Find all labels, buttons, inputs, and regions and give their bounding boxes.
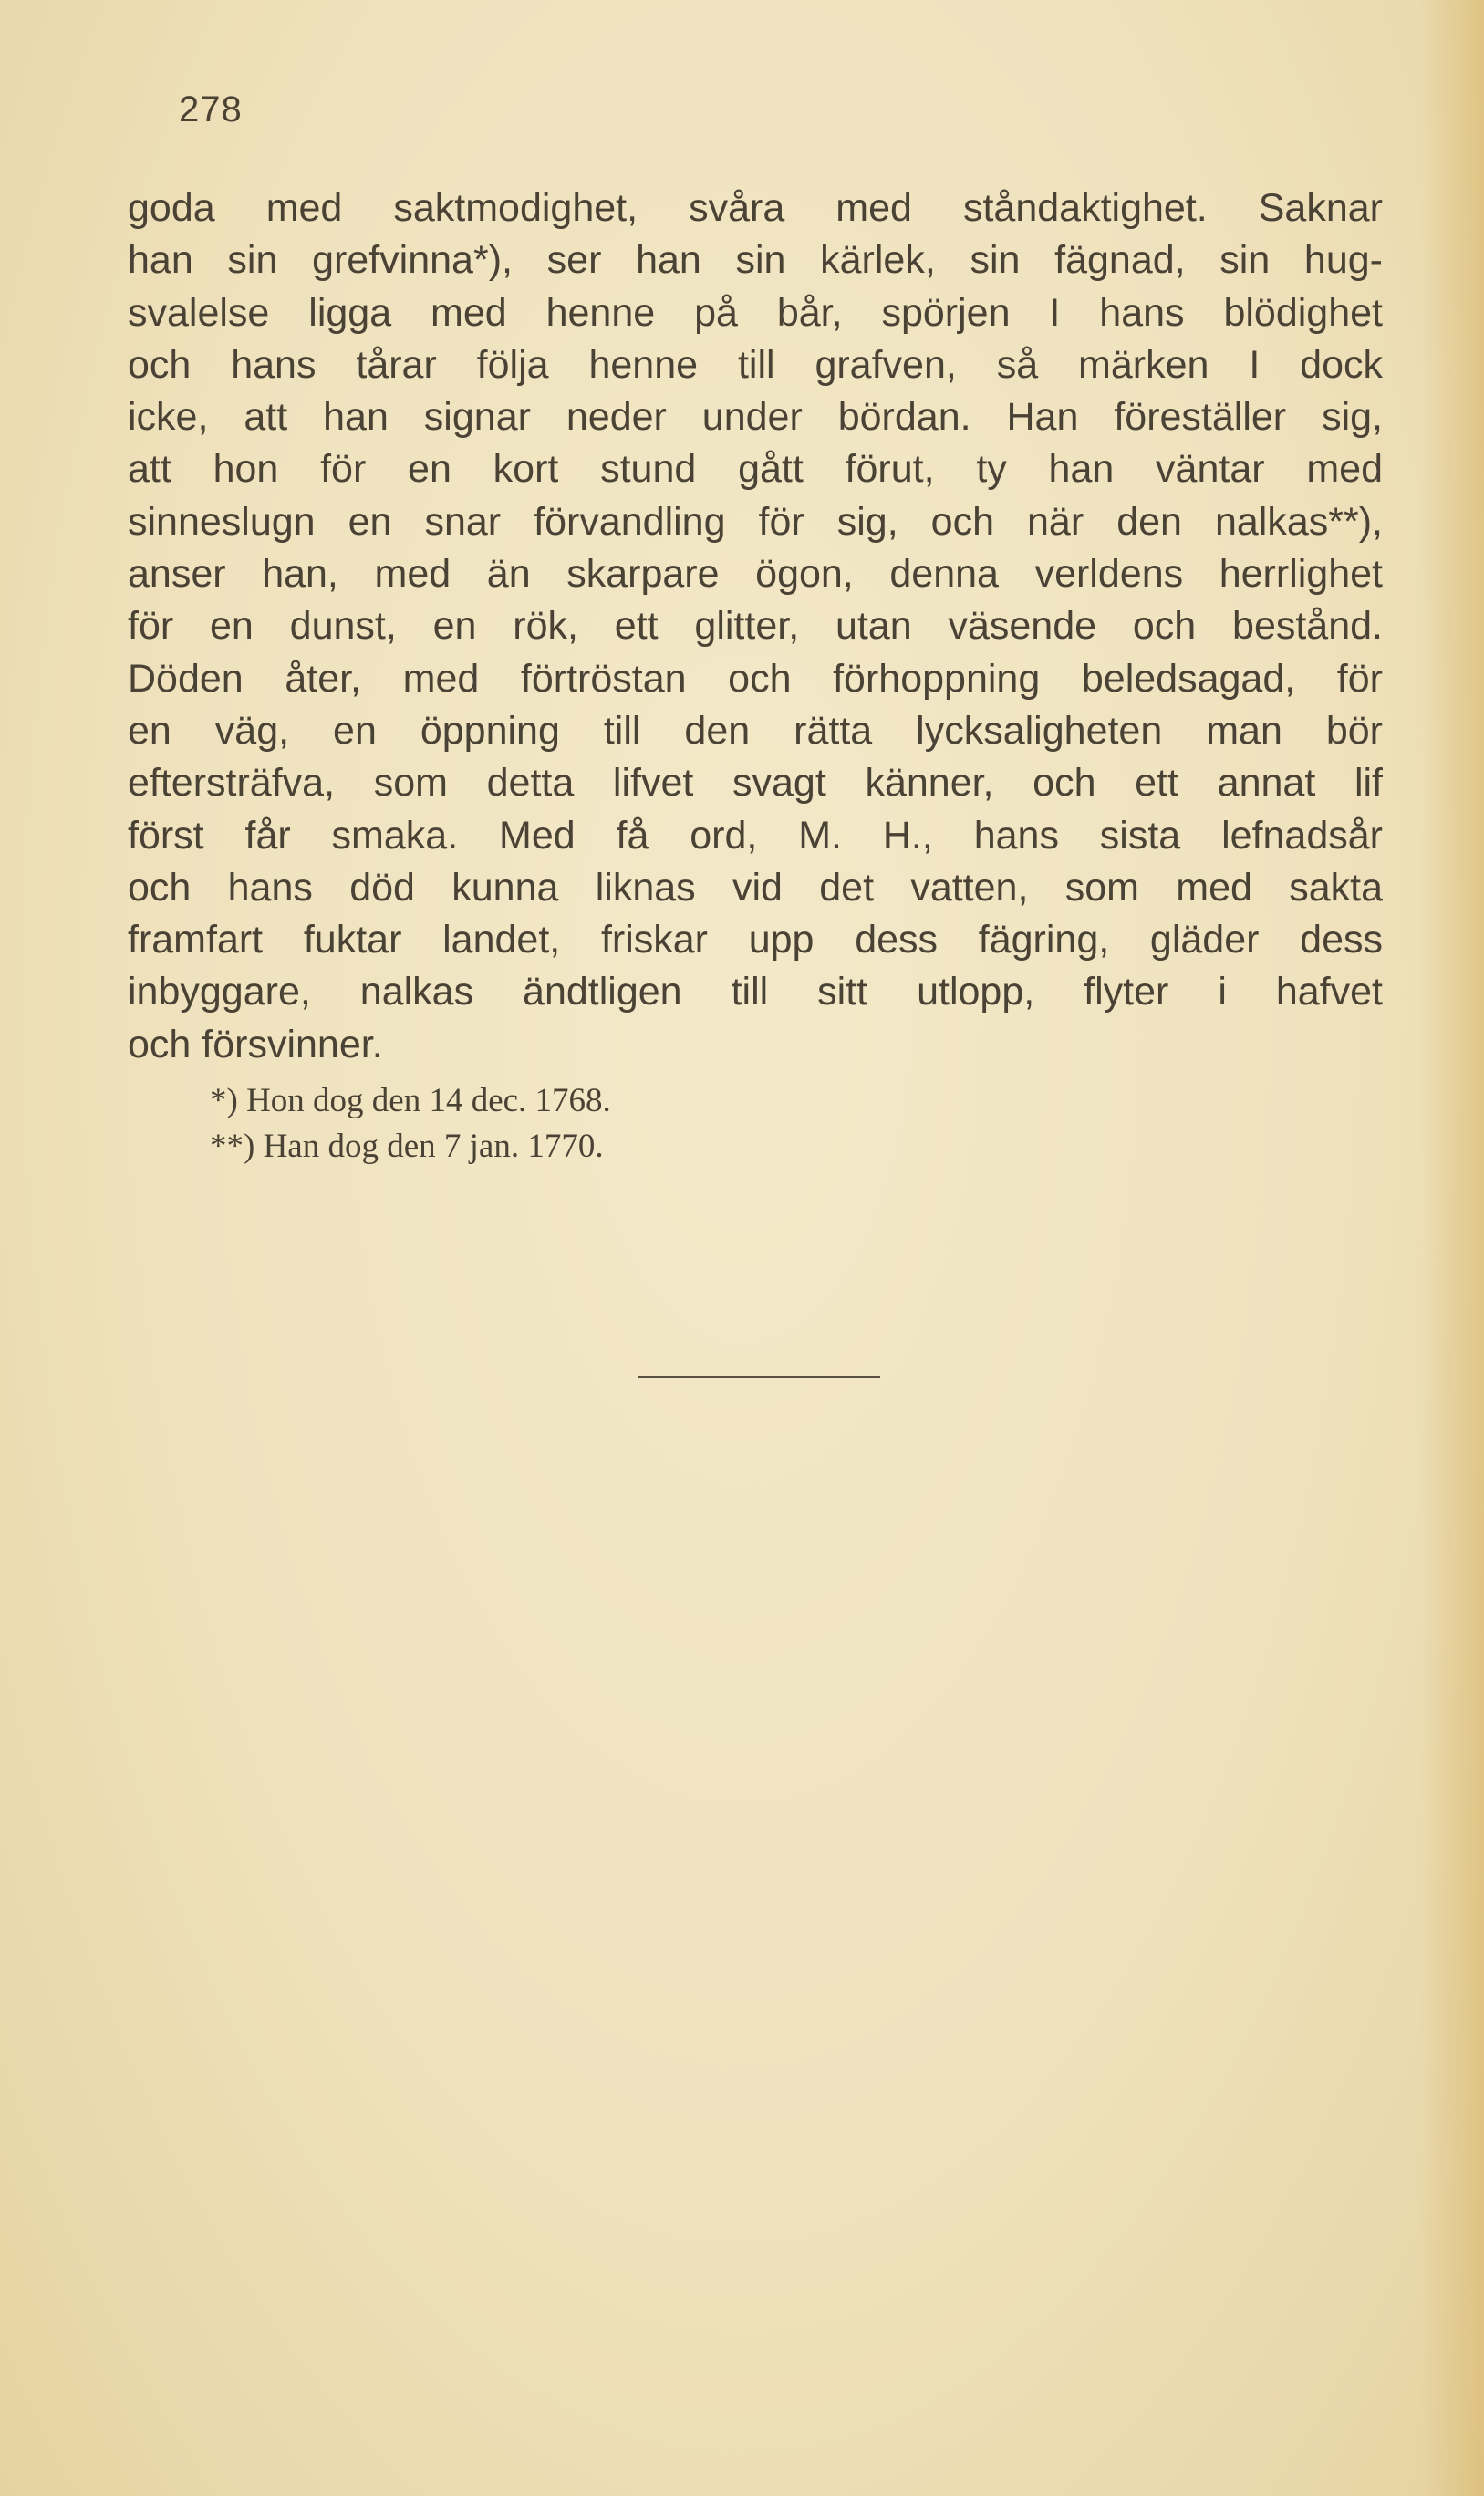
text-line: han sin grefvinna*), ser han sin kärlek, sin fägnad, sin hug- xyxy=(128,238,1383,283)
text-line: sinneslugn en snar förvandling för sig, och när den nalkas**), xyxy=(128,499,1383,544)
text-line: framfart fuktar landet, friskar upp dess fägring, gläder dess xyxy=(128,918,1383,962)
footnote: *) Hon dog den 14 dec. 1768. xyxy=(210,1082,611,1119)
footnote: **) Han dog den 7 jan. 1770. xyxy=(210,1128,604,1165)
text-line: att hon för en kort stund gått förut, ty han väntar med xyxy=(128,447,1383,492)
page-edge-shadow xyxy=(1420,0,1484,2496)
text-line: inbyggare, nalkas ändtligen till sitt utlopp, flyter i hafvet xyxy=(128,970,1383,1014)
text-line: för en dunst, en rök, ett glitter, utan väsende och bestånd. xyxy=(128,604,1383,649)
text-line: först får smaka. Med få ord, M. H., hans sista lefnadsår xyxy=(128,813,1383,858)
text-line: anser han, med än skarpare ögon, denna verldens herrlighet xyxy=(128,552,1383,597)
text-line: Döden åter, med förtröstan och förhoppning beledsagad, för xyxy=(128,656,1383,701)
text-line: en väg, en öppning till den rätta lycksaligheten man bör xyxy=(128,708,1383,753)
text-line: eftersträfva, som detta lifvet svagt känner, och ett annat lif xyxy=(128,761,1383,806)
page-number: 278 xyxy=(179,89,243,130)
text-line: och försvinner. xyxy=(128,1022,383,1066)
text-line: och hans tårar följa henne till grafven, så märken I dock xyxy=(128,342,1383,387)
body-paragraph xyxy=(128,182,1383,1071)
text-line: goda med saktmodighet, svåra med ståndaktighet. Saknar xyxy=(128,186,1383,230)
footnotes xyxy=(210,1078,611,1170)
text-line: svalelse ligga med henne på bår, spörjen I hans blödighet xyxy=(128,290,1383,335)
text-line: icke, att han signar neder under bördan. Han föreställer sig, xyxy=(128,395,1383,440)
text-line: och hans död kunna liknas vid det vatten, som med sakta xyxy=(128,865,1383,910)
end-rule-divider xyxy=(638,1376,880,1378)
